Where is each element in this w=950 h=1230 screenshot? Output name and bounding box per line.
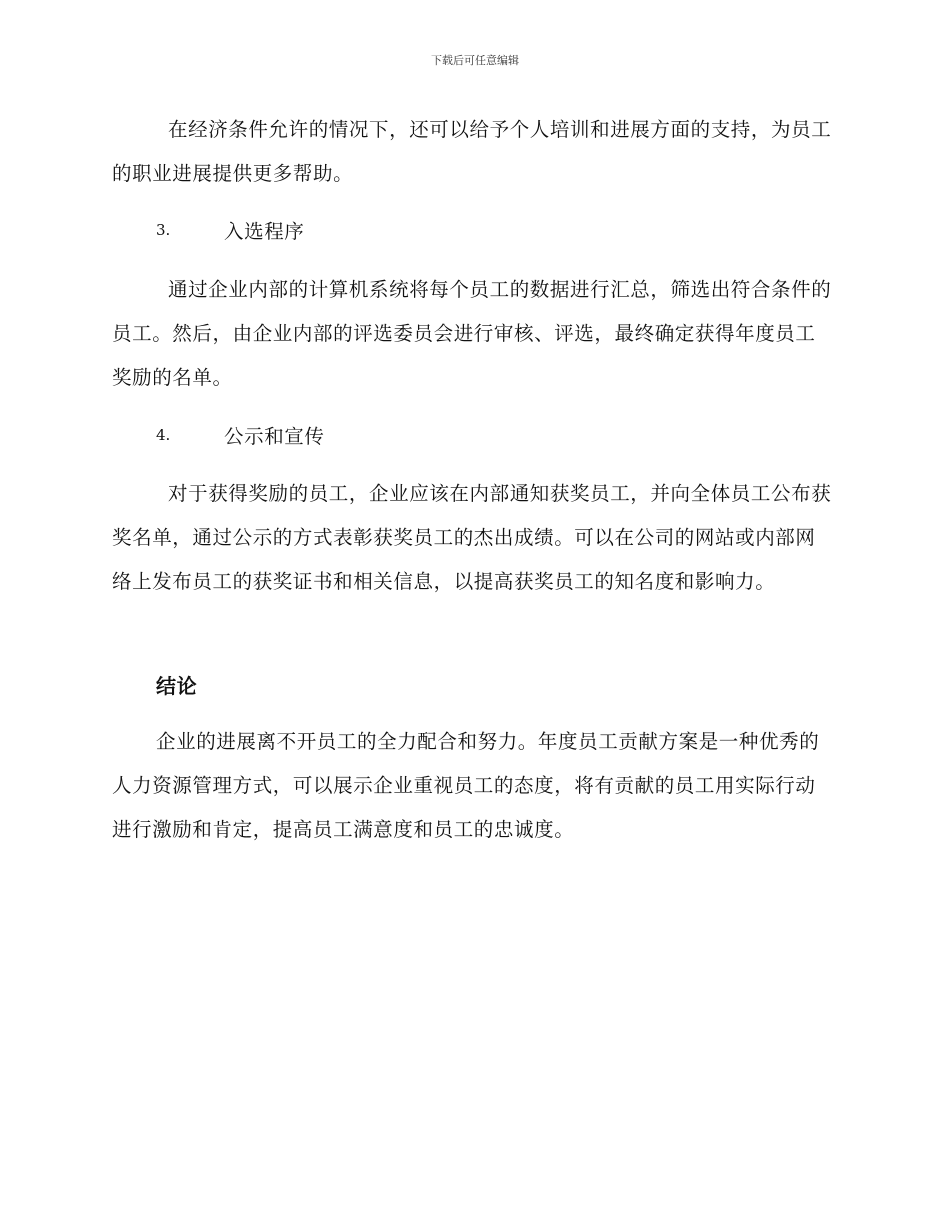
header-note: 下载后可任意编辑 [431,54,519,67]
list-item-publicity [156,420,325,450]
list-item-selection-procedure [156,215,304,245]
paragraph-conclusion: 企业的进展离不开员工的全力配合和努力。年度员工贡献方案是一种优秀的人力资源管理方式，可以展示企业重视员工的态度，将有贡献的员工用实际行动进行激励和肯定，提高员工满意度和员工的忠诚度。 [112,730,820,841]
paragraph-publicity: 对于获得奖励的员工，企业应该在内部通知获奖员工，并向全体员工公布获奖名单，通过公示的方式表彰获奖员工的杰出成绩。可以在公司的网站或内部网络上发布员工的获奖证书和相关信息，以提高获奖员工的知名度和影响力。 [112,482,832,593]
list-number: 4. [156,426,171,444]
list-number: 3. [156,221,171,239]
list-label: 公示和宣传 [224,425,325,448]
paragraph-support: 在经济条件允许的情况下，还可以给予个人培训和进展方面的支持，为员工的职业进展提供更多帮助。 [112,118,832,185]
list-label: 入选程序 [224,220,305,243]
paragraph-selection: 通过企业内部的计算机系统将每个员工的数据进行汇总，筛选出符合条件的员工。然后，由企业内部的评选委员会进行审核、评选，最终确定获得年度员工奖励的名单。 [112,278,832,389]
conclusion-heading: 结论 [156,674,198,698]
